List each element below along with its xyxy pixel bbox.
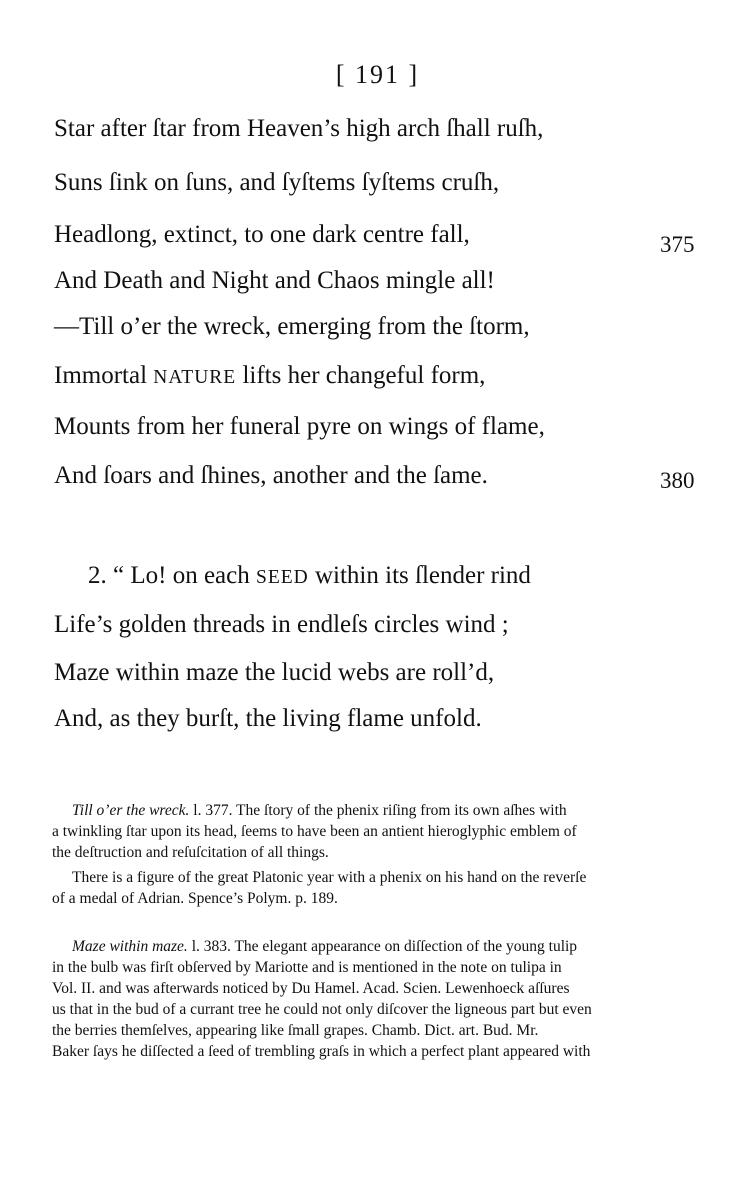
- verse-line: Mounts from her funeral pyre on wings of flame,: [54, 413, 545, 440]
- note-line: [52, 800, 712, 821]
- note-line: of a medal of Adrian. Spence’s Polym. p. 189.: [52, 890, 338, 907]
- note-heading: Maze within maze.: [72, 938, 188, 955]
- page-number: [ 191 ]: [335, 60, 420, 89]
- note-line: Baker ſays he diſſected a ſeed of trembling graſs in which a perfect plant appeared with: [52, 1043, 591, 1060]
- verse-text: Immortal: [54, 362, 154, 389]
- verse-text: lifts her changeful form,: [236, 362, 486, 389]
- note-line: Vol. II. and was afterwards noticed by Du Hamel. Acad. Scien. Lewenhoeck aſſures: [52, 980, 570, 997]
- verse-text: within its ſlender rind: [308, 562, 531, 589]
- verse-text: 2. “ Lo! on each: [88, 562, 256, 589]
- note-line: in the bulb was firſt obſerved by Mariotte and is mentioned in the note on tulipa in: [52, 959, 562, 976]
- line-number: 375: [660, 232, 695, 257]
- footnote: [52, 800, 712, 909]
- note-text: l. 383. The elegant appearance on diſſection of the young tulip: [187, 938, 578, 955]
- note-line: [52, 936, 712, 957]
- verse-line: Headlong, extinct, to one dark centre fall,: [54, 221, 470, 248]
- small-caps-word: SEED: [255, 567, 309, 588]
- verse-line: And Death and Night and Chaos mingle all!: [54, 267, 495, 294]
- small-caps-word: NATURE: [153, 367, 237, 388]
- verse-line: [54, 363, 485, 390]
- verse-line: And, as they burſt, the living flame unfold.: [54, 705, 482, 732]
- verse-line: [88, 563, 531, 590]
- note-line: There is a figure of the great Platonic year with a phenix on his hand on the reverſe: [72, 869, 587, 886]
- note-line: the deſtruction and reſuſcitation of all things.: [52, 844, 329, 861]
- verse-line: —Till o’er the wreck, emerging from the ſtorm,: [54, 313, 530, 340]
- line-number: 380: [660, 468, 695, 493]
- verse-line: Star after ſtar from Heaven’s high arch ſhall ruſh,: [54, 115, 544, 142]
- note-line: us that in the bud of a currant tree he could not only diſcover the ligneous part but even: [52, 1001, 592, 1018]
- verse-line: Life’s golden threads in endleſs circles wind ;: [54, 611, 509, 638]
- verse-line: Maze within maze the lucid webs are roll’d,: [54, 659, 495, 686]
- note-line: the berries themſelves, appearing like ſmall grapes. Chamb. Dict. art. Bud. Mr.: [52, 1022, 539, 1039]
- verse-line: And ſoars and ſhines, another and the ſame.: [54, 462, 488, 489]
- verse-line: Suns ſink on ſuns, and ſyſtems ſyſtems cruſh,: [54, 169, 500, 196]
- note-line: a twinkling ſtar upon its head, ſeems to have been an antient hieroglyphic emblem of: [52, 823, 577, 840]
- footnote: [52, 936, 712, 1062]
- note-text: l. 377. The ſtory of the phenix riſing from its own aſhes with: [189, 802, 567, 819]
- note-heading: Till o’er the wreck.: [72, 802, 190, 819]
